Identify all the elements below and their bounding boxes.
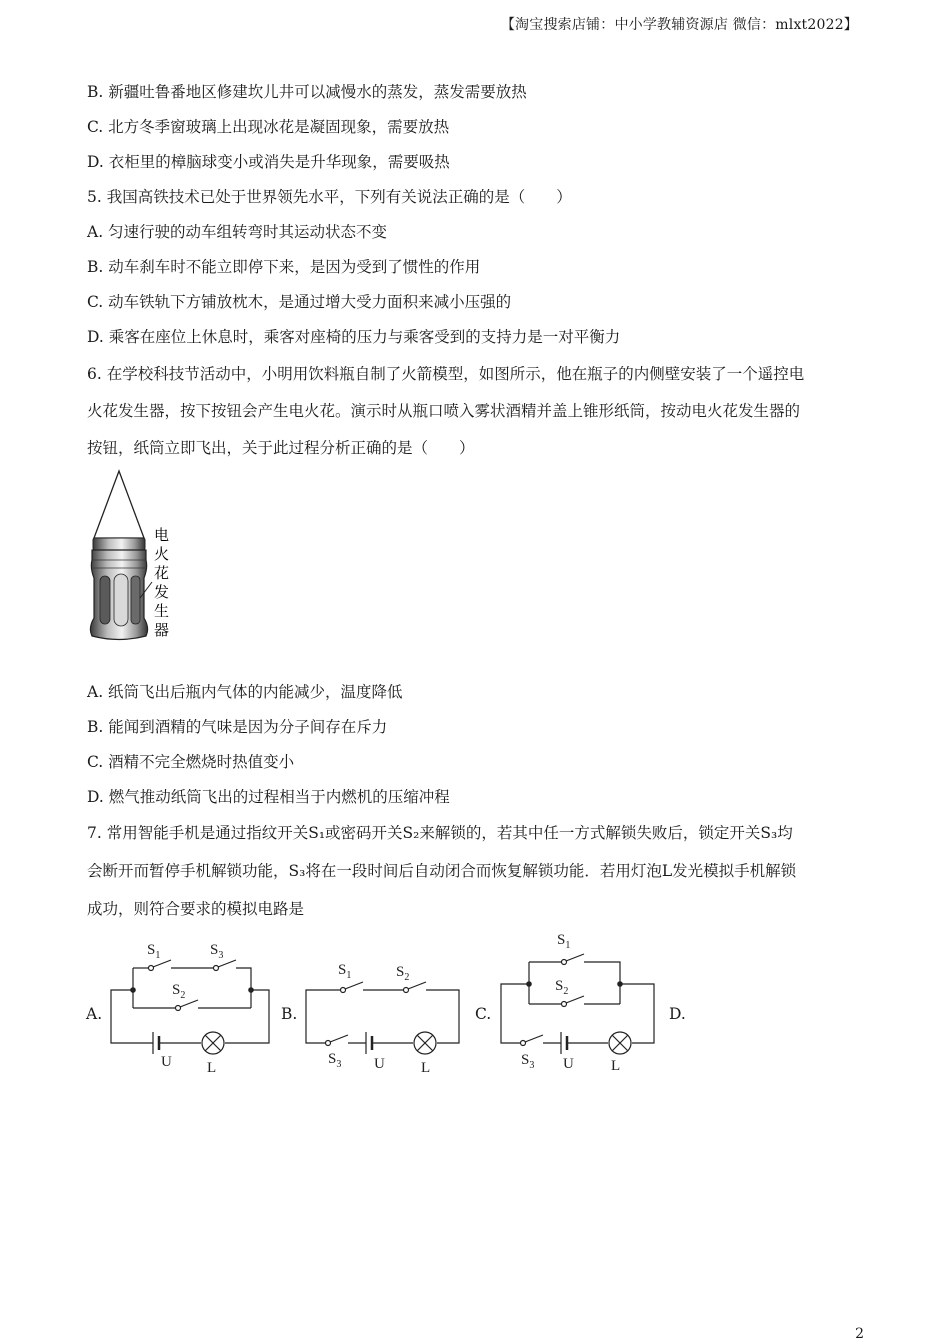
s3-label: S [328,1051,337,1067]
spark-label-char: 电 [154,528,170,544]
s2-label: S [396,964,405,980]
svg-text:S2: $S_2$ [555,978,569,997]
q6-stem-line-2: 火花发生器，按下按钮会产生电火花。演示时从瓶口喷入雾状酒精并盖上锥形纸筒，按动电火花发生器的 [87,402,801,420]
circuit-a [105,928,275,1078]
q6-option-b: B. 能闻到酒精的气味是因为分子间存在斥力 [87,718,388,736]
q4-option-c: C. 北方冬季窗玻璃上出现冰花是凝固现象，需要放热 [87,118,450,136]
svg-text:S2: $S_2$ [396,964,410,983]
paper-cone [94,471,144,538]
svg-text:S3: $S_3$ [521,1052,535,1071]
q4-option-d: D. 衣柜里的樟脑球变小或消失是升华现象，需要吸热 [87,153,450,171]
u-label: U [374,1056,385,1072]
q6-option-d: D. 燃气推动纸筒飞出的过程相当于内燃机的压缩冲程 [87,788,450,806]
circuit-c [495,928,660,1078]
s1-label: S [557,932,566,948]
svg-text:S1: $S_1$ [147,942,161,961]
q6-option-c: C. 酒精不完全燃烧时热值变小 [87,753,295,771]
l-label: L [207,1060,217,1076]
option-d-label: D. [669,1005,686,1023]
q7-stem-line-1: 7. 常用智能手机是通过指纹开关S₁或密码开关S₂来解锁的，若其中任一方式解锁失败后，锁定开关S₃均 [87,824,793,842]
circuit-b [300,928,465,1078]
svg-text:S1: $S_1$ [557,932,571,951]
spark-label-char: 发 [154,585,170,601]
svg-text:S3: $S_3$ [210,942,224,961]
s1-label: S [338,962,347,978]
spark-label-char: 火 [154,547,170,563]
s2-label: S [172,982,181,998]
q7-stem-line-3: 成功，则符合要求的模拟电路是 [87,900,305,918]
q4-option-b: B. 新疆吐鲁番地区修建坎儿井可以减慢水的蒸发，蒸发需要放热 [87,83,527,101]
s2-label: S [555,978,564,994]
s3-label: S [521,1052,530,1068]
option-a-label: A. [86,1005,103,1023]
page-number: 2 [855,1326,864,1342]
rocket-bottle-figure [86,468,196,646]
option-c-label: C. [475,1005,492,1023]
spark-label-char: 器 [154,623,170,639]
option-b-label: B. [281,1005,298,1023]
s3-label: S [210,942,219,958]
bottle-neck [93,538,145,550]
q5-stem: 5. 我国高铁技术已处于世界领先水平，下列有关说法正确的是（ ） [87,188,572,206]
svg-text:S1: $S_1$ [338,962,352,981]
spark-label-char: 生 [154,604,170,620]
q6-stem-line-3: 按钮，纸筒立即飞出，关于此过程分析正确的是（ ） [87,439,475,457]
svg-text:S3: $S_3$ [328,1051,342,1070]
u-label: U [161,1054,172,1070]
q5-option-b: B. 动车刹车时不能立即停下来，是因为受到了惯性的作用 [87,258,481,276]
q7-stem-line-2: 会断开而暂停手机解锁功能，S₃将在一段时间后自动闭合而恢复解锁功能．若用灯泡L发光模拟手机解锁 [87,862,797,880]
l-label: L [421,1060,431,1076]
q6-option-a: A. 纸筒飞出后瓶内气体的内能减少，温度降低 [87,683,403,701]
q5-option-d: D. 乘客在座位上休息时，乘客对座椅的压力与乘客受到的支持力是一对平衡力 [87,328,621,346]
q5-option-a: A. 匀速行驶的动车组转弯时其运动状态不变 [87,223,388,241]
page-header: 【淘宝搜索店铺：中小学教辅资源店 微信：mlxt2022】 [500,17,858,33]
l-label: L [611,1058,621,1074]
spark-label-char: 花 [154,566,170,582]
u-label: U [563,1056,574,1072]
q5-option-c: C. 动车铁轨下方铺放枕木，是通过增大受力面积来减小压强的 [87,293,512,311]
q6-stem-line-1: 6. 在学校科技节活动中，小明用饮料瓶自制了火箭模型，如图所示，他在瓶子的内侧壁安装了一个遥控电 [87,365,805,383]
svg-text:S2: $S_2$ [172,982,186,1001]
s1-label: S [147,942,156,958]
